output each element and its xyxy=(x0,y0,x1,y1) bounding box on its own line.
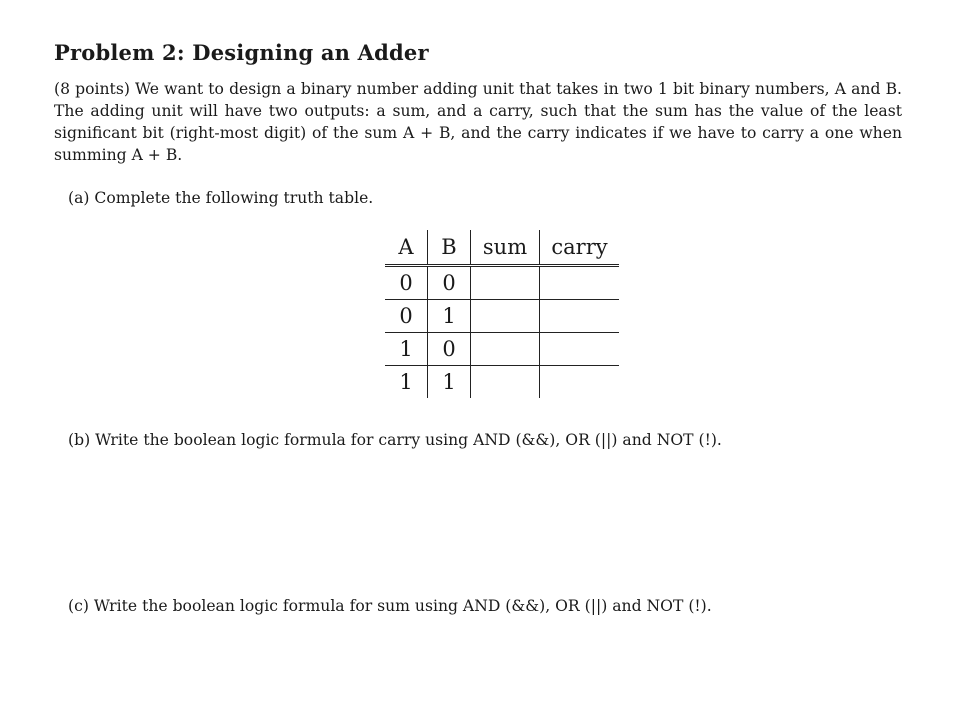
header-a: A xyxy=(385,230,428,266)
cell-a: 1 xyxy=(385,366,428,399)
cell-sum[interactable] xyxy=(471,366,540,399)
table-row xyxy=(385,366,619,399)
part-b-prompt: (b) Write the boolean logic formula for carry using AND (&&), OR (||) and NOT (!). xyxy=(68,431,722,449)
header-carry: carry xyxy=(551,235,608,259)
cell-b: 1 xyxy=(428,366,471,399)
cell-sum[interactable] xyxy=(471,266,540,300)
header-b: B xyxy=(428,230,471,266)
header-sum: sum xyxy=(471,230,540,266)
cell-sum[interactable] xyxy=(471,333,540,366)
problem-title: Problem 2: Designing an Adder xyxy=(54,40,429,65)
cell-a: 0 xyxy=(385,266,428,300)
cell-b: 1 xyxy=(428,300,471,333)
problem-intro: (8 points) We want to design a binary number adding unit that takes in two 1 bit binary numbers, A and B. The adding unit will have two outputs: a sum, and a carry, such that the sum has the value of the least significant bit (right-most digit) of the sum A + B, and the carry indicates if we have to carry a one when summing A + B. xyxy=(54,80,902,164)
cell-carry[interactable] xyxy=(540,266,620,300)
truth-table-header-row xyxy=(385,230,619,266)
cell-a: 1 xyxy=(385,333,428,366)
part-c-prompt: (c) Write the boolean logic formula for sum using AND (&&), OR (||) and NOT (!). xyxy=(68,597,712,615)
table-row xyxy=(385,266,619,300)
cell-carry[interactable] xyxy=(540,300,620,333)
cell-sum[interactable] xyxy=(471,300,540,333)
table-row xyxy=(385,333,619,366)
cell-carry[interactable] xyxy=(540,366,620,399)
cell-b: 0 xyxy=(428,266,471,300)
cell-carry[interactable] xyxy=(540,333,620,366)
part-a-prompt: (a) Complete the following truth table. xyxy=(68,189,374,207)
truth-table xyxy=(385,230,619,398)
table-row xyxy=(385,300,619,333)
cell-a: 0 xyxy=(385,300,428,333)
cell-b: 0 xyxy=(428,333,471,366)
